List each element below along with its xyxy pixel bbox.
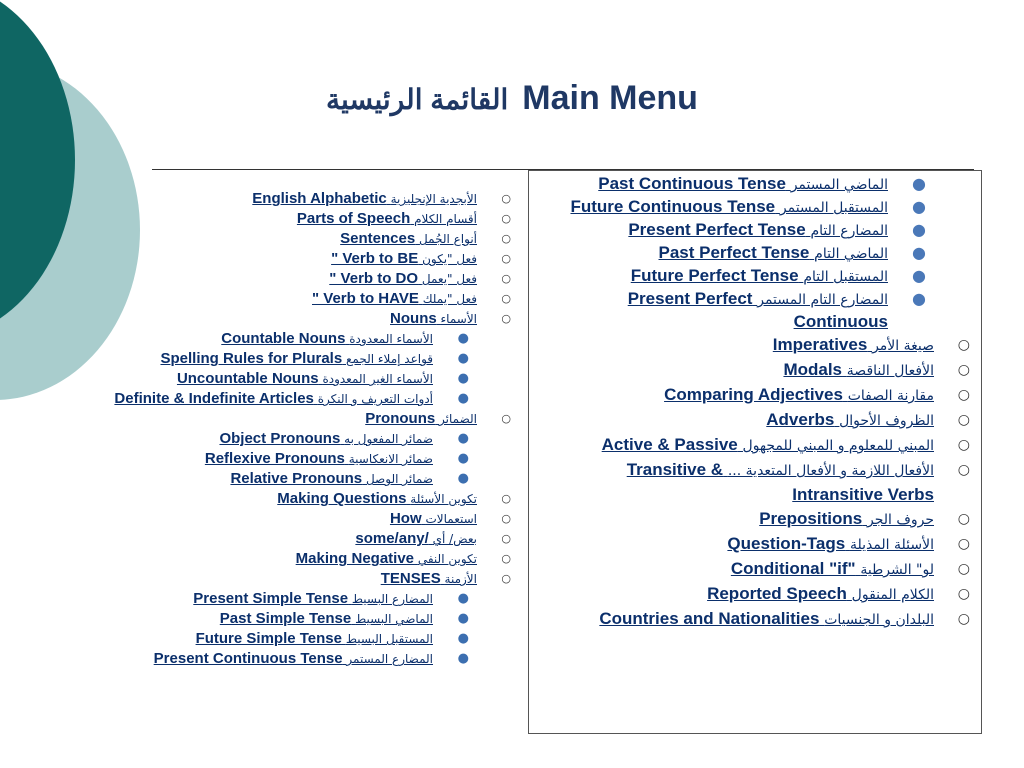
bullet-circle-icon: ○ [501,252,511,265]
bullet-circle-icon: ○ [957,387,970,403]
menu-item-english: Spelling Rules for Plurals [160,350,343,367]
menu-item-arabic: المضارع المستمر [346,652,433,666]
menu-link[interactable] [602,436,934,454]
bullet-circle-icon: ○ [957,511,970,527]
menu-item-english: Present Simple Tense [193,590,349,607]
menu-item-english: Present Continuous Tense [153,650,343,667]
menu-link[interactable] [627,461,934,504]
menu-item-arabic: البلدان و الجنسيات [824,612,934,628]
menu-item-arabic: الأبجدية الإنجليزية [390,192,477,206]
bullet-dot-icon: ● [457,391,469,406]
right-menu-item[interactable] [536,607,974,632]
menu-link[interactable] [220,612,433,626]
menu-item-arabic: بعض/ أي [432,532,477,546]
bullet-circle-icon: ○ [501,312,511,325]
menu-item-arabic: الماضي المستمر [790,177,888,193]
bullet-circle-icon: ○ [957,561,970,577]
bullet-dot-icon: ● [457,451,469,466]
bullet-circle-icon: ○ [957,462,970,478]
menu-item-english: Adverbs [766,410,835,429]
right-menu-item[interactable] [536,358,974,383]
menu-link[interactable] [252,192,477,206]
left-menu-item[interactable] [95,229,515,249]
left-menu-item[interactable] [95,369,515,389]
bullet-dot-icon: ● [912,289,926,308]
left-menu-item[interactable] [95,449,515,469]
menu-link[interactable] [664,386,934,404]
menu-item-arabic: المضارع التام [810,223,888,239]
menu-item-arabic: الأفعال الناقصة [846,363,934,379]
bullet-dot-icon: ● [457,631,469,646]
menu-item-english: some/any/ [355,530,429,547]
menu-link[interactable] [773,336,934,354]
bullet-circle-icon: ○ [957,437,970,453]
menu-item-english: Nouns [390,310,437,327]
menu-item-english: Reported Speech [707,584,847,603]
right-menu-item[interactable] [536,433,974,458]
menu-item-arabic: أدوات التعريف و النكرة [317,392,433,406]
menu-item-arabic: الأسماء الغير المعدودة [322,372,433,386]
menu-link[interactable] [783,361,934,379]
menu-item-english: Future Perfect Tense [630,266,799,285]
menu-link[interactable] [221,332,433,346]
menu-item-english: Countries and Nationalities [599,609,820,628]
left-menu-item[interactable] [95,529,515,549]
left-menu-item[interactable] [95,649,515,669]
menu-link[interactable] [196,632,433,646]
menu-link[interactable] [205,452,433,466]
menu-item-arabic: تكوين الأسئلة [410,492,477,506]
bullet-circle-icon: ○ [501,532,511,545]
bullet-circle-icon: ○ [501,232,511,245]
menu-item-arabic: الأسئلة المذيلة [849,537,934,553]
menu-item-english: Modals [783,360,843,379]
menu-item-english: Definite & Indefinite Articles [114,390,314,407]
bullet-dot-icon: ● [457,351,469,366]
menu-item-english: Comparing Adjectives [664,385,843,404]
right-menu-item[interactable] [536,288,974,333]
menu-item-english: Pronouns [365,410,436,427]
menu-link[interactable] [570,198,888,216]
menu-item-arabic: ضمائر الانعكاسية [348,452,433,466]
menu-item-english: " Verb to BE [331,250,419,267]
bullet-dot-icon: ● [912,266,926,285]
bullet-circle-icon: ○ [501,272,511,285]
bullet-dot-icon: ● [912,197,926,216]
menu-item-arabic: الأفعال اللازمة و الأفعال المتعدية ... [727,463,934,479]
menu-item-english: Past Perfect Tense [658,243,810,262]
menu-item-english: Making Questions [277,490,407,507]
menu-link[interactable] [628,290,888,331]
menu-item-arabic: المستقبل المستمر [779,200,888,216]
menu-item-english: Parts of Speech [296,210,411,227]
bullet-circle-icon: ○ [501,552,511,565]
menu-item-arabic: فعل "يعمل [421,272,477,286]
menu-link[interactable] [277,492,477,506]
menu-link[interactable] [390,512,477,526]
menu-item-arabic: الأسماء [440,312,477,326]
page-title [0,76,1024,122]
left-menu-item[interactable] [95,429,515,449]
menu-item-english: Countable Nouns [221,330,346,347]
left-menu-list [95,189,515,669]
bullet-dot-icon: ● [912,174,926,193]
menu-item-english: English Alphabetic [252,190,387,207]
menu-item-english: Uncountable Nouns [176,370,319,387]
bullet-circle-icon: ○ [957,412,970,428]
menu-link[interactable] [381,572,477,586]
left-menu-item[interactable] [95,389,515,409]
bullet-circle-icon: ○ [501,572,511,585]
bullet-dot-icon: ● [457,471,469,486]
menu-link[interactable] [390,312,477,326]
title-english: Main Menu [522,79,698,117]
menu-item-english: Reflexive Pronouns [204,450,345,467]
menu-link[interactable] [659,244,889,262]
menu-link[interactable] [193,592,433,606]
menu-item-english: Imperatives [772,335,868,354]
menu-item-english: Transitive & Intransitive Verbs [626,460,934,504]
menu-item-arabic: أنواع الجُمل [419,232,477,246]
right-menu-item[interactable] [536,458,974,507]
bullet-circle-icon: ○ [501,512,511,525]
menu-item-arabic: الضمائر [439,412,477,426]
menu-link[interactable] [154,652,433,666]
menu-item-english: Present Perfect Tense [628,220,806,239]
menu-item-arabic: الأسماء المعدودة [349,332,433,346]
menu-link[interactable] [312,292,477,306]
menu-item-arabic: فعل "يكون [422,252,477,266]
left-menu-item[interactable] [95,409,515,429]
bullet-dot-icon: ● [457,611,469,626]
menu-link[interactable] [219,432,433,446]
bullet-dot-icon: ● [457,331,469,346]
menu-link[interactable] [598,175,888,193]
right-menu-item[interactable] [536,507,974,532]
bullet-circle-icon: ○ [957,536,970,552]
menu-item-english: " Verb to HAVE [312,290,419,307]
bullet-dot-icon: ● [457,651,469,666]
right-menu-item[interactable] [536,383,974,408]
menu-item-arabic: صيغة الأمر [872,338,934,354]
bullet-circle-icon: ○ [501,212,511,225]
left-menu-item[interactable] [95,189,515,209]
menu-link[interactable] [727,535,934,553]
right-menu-item[interactable] [536,196,974,219]
left-menu-item[interactable] [95,249,515,269]
bullet-circle-icon: ○ [957,611,970,627]
menu-link[interactable] [766,411,934,429]
left-menu-item[interactable] [95,269,515,289]
right-menu-item[interactable] [536,242,974,265]
menu-item-arabic: الماضي البسيط [355,612,433,626]
menu-link[interactable] [297,212,477,226]
menu-item-english: Object Pronouns [219,430,341,447]
menu-item-arabic: المستقبل البسيط [345,632,433,646]
left-menu-item[interactable] [95,589,515,609]
menu-link[interactable] [329,272,477,286]
left-menu-item[interactable] [95,329,515,349]
menu-item-english: Future Continuous Tense [570,197,776,216]
bullet-circle-icon: ○ [501,492,511,505]
menu-link[interactable] [628,221,888,239]
menu-link[interactable] [296,552,477,566]
menu-link[interactable] [759,510,934,528]
right-menu-list [536,173,974,632]
right-menu-item[interactable] [536,557,974,582]
right-menu-item[interactable] [536,219,974,242]
title-arabic: القائمة الرئيسية [326,84,509,115]
left-menu-item[interactable] [95,469,515,489]
menu-item-arabic: المضارع التام المستمر [757,292,888,308]
menu-link[interactable] [340,232,477,246]
bullet-circle-icon: ○ [501,192,511,205]
menu-item-english: Conditional "if" [730,559,856,578]
left-menu-item[interactable] [95,609,515,629]
menu-link[interactable] [331,252,477,266]
menu-item-arabic: ضمائر المفعول به [344,432,433,446]
left-menu-item[interactable] [95,489,515,509]
menu-item-arabic: لو" الشرطية [860,562,934,578]
menu-item-arabic: الكلام المنقول [851,587,934,603]
menu-link[interactable] [631,267,888,285]
menu-item-english: Making Negative [295,550,415,567]
left-menu-item[interactable] [95,549,515,569]
left-menu-item[interactable] [95,569,515,589]
bullet-circle-icon: ○ [957,337,970,353]
menu-item-arabic: أقسام الكلام [414,212,477,226]
right-menu-item[interactable] [536,173,974,196]
menu-item-english: Prepositions [759,509,863,528]
left-menu-item[interactable] [95,209,515,229]
menu-item-arabic: قواعد إملاء الجمع [346,352,433,366]
menu-item-english: How [389,510,422,527]
right-menu-item[interactable] [536,532,974,557]
bullet-dot-icon: ● [457,371,469,386]
right-menu-item[interactable] [536,408,974,433]
menu-link[interactable] [114,392,433,406]
menu-item-english: Past Simple Tense [219,610,352,627]
menu-link[interactable] [160,352,433,366]
menu-item-arabic: الأزمنة [444,572,477,586]
menu-item-arabic: ضمائر الوصل [365,472,433,486]
menu-link[interactable] [599,610,934,628]
menu-link[interactable] [731,560,934,578]
menu-item-arabic: الظروف الأحوال [839,413,934,429]
right-menu-item[interactable] [536,582,974,607]
right-menu-item[interactable] [536,265,974,288]
bullet-dot-icon: ● [457,591,469,606]
bullet-dot-icon: ● [912,220,926,239]
bullet-dot-icon: ● [457,431,469,446]
menu-item-english: Question-Tags [727,534,846,553]
menu-item-arabic: حروف الجر [866,512,934,528]
bullet-circle-icon: ○ [501,292,511,305]
menu-item-english: Sentences [340,230,416,247]
menu-link[interactable] [355,532,477,546]
menu-item-english: Active & Passive [601,435,738,454]
bullet-circle-icon: ○ [501,412,511,425]
menu-item-arabic: فعل "يملك [422,292,477,306]
menu-item-arabic: المبني للمعلوم و المبني للمجهول [742,438,934,454]
menu-item-arabic: المضارع البسيط [351,592,433,606]
left-menu-item[interactable] [95,349,515,369]
left-menu-item[interactable] [95,629,515,649]
menu-link[interactable] [707,585,934,603]
menu-link[interactable] [230,472,433,486]
menu-item-english: Future Simple Tense [195,630,342,647]
left-menu-item[interactable] [95,309,515,329]
menu-item-arabic: تكوين النفي [417,552,477,566]
menu-item-arabic: مقارنة الصفات [847,388,934,404]
menu-item-arabic: استعمالات [425,512,477,526]
menu-item-english: Relative Pronouns [230,470,363,487]
menu-link[interactable] [177,372,433,386]
bullet-circle-icon: ○ [957,362,970,378]
menu-item-english: TENSES [380,570,441,587]
menu-item-english: Present Perfect Continuous [627,289,888,331]
bullet-dot-icon: ● [912,243,926,262]
menu-item-arabic: المستقبل التام [803,269,888,285]
menu-item-english: " Verb to DO [329,270,419,287]
menu-item-english: Past Continuous Tense [598,174,786,193]
left-menu-item[interactable] [95,509,515,529]
menu-link[interactable] [365,412,477,426]
left-menu-item[interactable] [95,289,515,309]
right-menu-item[interactable] [536,333,974,358]
menu-item-arabic: الماضي التام [814,246,888,262]
bullet-circle-icon: ○ [957,586,970,602]
